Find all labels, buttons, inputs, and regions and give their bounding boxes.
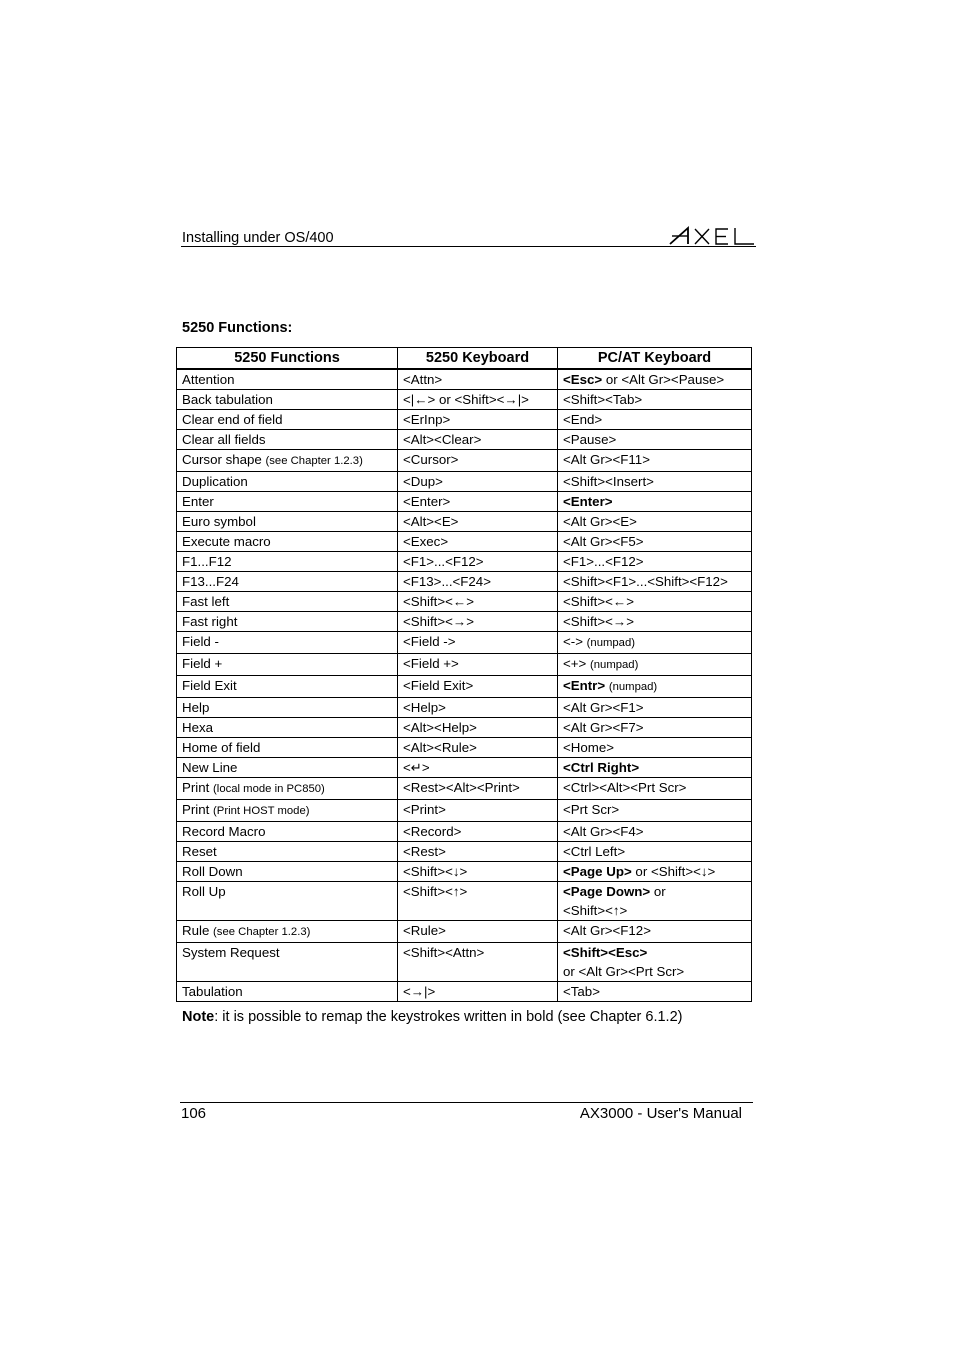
cell-5250-keyboard — [398, 800, 558, 822]
section-title: 5250 Functions: — [182, 320, 293, 336]
cell-text: <Shift><←> — [403, 594, 474, 609]
cell-text: <Rest><Alt><Print> — [403, 780, 520, 795]
cell-pcat-keyboard — [558, 800, 752, 822]
note-label: Note — [182, 1009, 215, 1025]
cell-text: <Shift><Tab> — [563, 392, 643, 407]
cell-5250-keyboard — [398, 430, 558, 450]
table-row — [177, 882, 752, 921]
table-row — [177, 676, 752, 698]
cell-5250-keyboard — [398, 572, 558, 592]
cell-pcat-keyboard — [558, 369, 752, 390]
cell-function — [177, 822, 398, 842]
cell-text: <Shift><Insert> — [563, 474, 654, 489]
cell-pcat-keyboard — [558, 862, 752, 882]
table-row — [177, 492, 752, 512]
cell-5250-keyboard — [398, 921, 558, 943]
cell-text: <|←> or <Shift><→|> — [403, 392, 529, 407]
table-row — [177, 430, 752, 450]
cell-text-note: (numpad) — [586, 637, 636, 649]
cell-text: Field + — [182, 656, 223, 671]
cell-function — [177, 592, 398, 612]
cell-text-note: (numpad) — [590, 659, 639, 671]
note-text: : it is possible to remap the keystrokes written in bold (see Chapter 6.1.2) — [214, 1009, 683, 1025]
cell-pcat-keyboard — [558, 612, 752, 632]
cell-5250-keyboard — [398, 410, 558, 430]
cell-text-bold: <Page Down> — [563, 884, 651, 899]
cell-pcat-keyboard — [558, 592, 752, 612]
cell-text: <-> — [563, 634, 587, 649]
cell-text: <Shift><↓> — [403, 864, 468, 879]
table-row — [177, 943, 752, 982]
table-row — [177, 532, 752, 552]
table-row — [177, 450, 752, 472]
cell-pcat-keyboard — [558, 572, 752, 592]
cell-text-bold: <Enter> — [563, 494, 613, 509]
cell-function — [177, 369, 398, 390]
cell-function — [177, 492, 398, 512]
table-body — [177, 369, 752, 1002]
cell-5250-keyboard — [398, 822, 558, 842]
cell-text-bold: <Entr> — [563, 678, 606, 693]
cell-text: Back tabulation — [182, 392, 273, 407]
cell-pcat-keyboard — [558, 654, 752, 676]
cell-function — [177, 552, 398, 572]
cell-text: <Rest> — [403, 844, 446, 859]
cell-function — [177, 862, 398, 882]
cell-text: F1...F12 — [182, 554, 232, 569]
cell-text: Hexa — [182, 720, 214, 735]
table-row — [177, 369, 752, 390]
cell-text: <Field -> — [403, 634, 456, 649]
cell-function — [177, 778, 398, 800]
cell-text: <Ctrl Left> — [563, 844, 626, 859]
cell-text: <Shift><→> — [563, 614, 634, 629]
cell-text: New Line — [182, 760, 238, 775]
cell-text: Execute macro — [182, 534, 271, 549]
cell-5250-keyboard — [398, 758, 558, 778]
cell-text-note: (see Chapter 1.2.3) — [213, 926, 311, 938]
cell-pcat-keyboard — [558, 758, 752, 778]
cell-text: <Shift><→> — [403, 614, 474, 629]
axel-logo — [668, 224, 756, 246]
cell-pcat-keyboard — [558, 632, 752, 654]
cell-text: Home of field — [182, 740, 261, 755]
column-header-functions: 5250 Functions — [177, 348, 398, 370]
cell-pcat-keyboard — [558, 718, 752, 738]
cell-function — [177, 800, 398, 822]
cell-text-note: (numpad) — [608, 681, 658, 693]
functions-table — [176, 347, 752, 1002]
cell-text: <Rule> — [403, 923, 446, 938]
cell-text: <Dup> — [403, 474, 443, 489]
cell-pcat-keyboard — [558, 982, 752, 1002]
cell-text: <F1>...<F12> — [563, 554, 644, 569]
cell-text: Print — [182, 802, 214, 817]
cell-function — [177, 882, 398, 921]
cell-text: Print — [182, 780, 214, 795]
cell-text: <Shift><Attn> — [403, 945, 485, 960]
cell-text: <Prt Scr> — [563, 802, 620, 817]
cell-text-bold: <Page Up> — [563, 864, 632, 879]
cell-function — [177, 698, 398, 718]
cell-text: <Pause> — [563, 432, 617, 447]
cell-pcat-keyboard — [558, 842, 752, 862]
cell-text: <Alt Gr><E> — [563, 514, 637, 529]
cell-text: <Alt Gr><F12> — [563, 923, 651, 938]
cell-5250-keyboard — [398, 862, 558, 882]
cell-text: <Alt Gr><F5> — [563, 534, 644, 549]
cell-text: <Field Exit> — [403, 678, 474, 693]
cell-text: <Shift><↑> — [403, 884, 468, 899]
cell-5250-keyboard — [398, 492, 558, 512]
cell-5250-keyboard — [398, 842, 558, 862]
cell-text: Tabulation — [182, 984, 243, 999]
cell-text: <Alt><E> — [403, 514, 459, 529]
table-row — [177, 552, 752, 572]
cell-text: <Shift><↑> — [563, 903, 628, 918]
cell-text: System Request — [182, 945, 280, 960]
cell-5250-keyboard — [398, 450, 558, 472]
cell-5250-keyboard — [398, 698, 558, 718]
cell-text: Fast right — [182, 614, 238, 629]
table-row — [177, 472, 752, 492]
cell-text: <Shift><←> — [563, 594, 634, 609]
cell-text: <Alt Gr><F4> — [563, 824, 644, 839]
cell-text: Field Exit — [182, 678, 237, 693]
cell-5250-keyboard — [398, 390, 558, 410]
table-row — [177, 800, 752, 822]
cell-5250-keyboard — [398, 738, 558, 758]
table-row — [177, 842, 752, 862]
cell-text: <Alt Gr><F1> — [563, 700, 644, 715]
cell-function — [177, 758, 398, 778]
table-row — [177, 512, 752, 532]
cell-function — [177, 632, 398, 654]
cell-function — [177, 430, 398, 450]
cell-text: Record Macro — [182, 824, 266, 839]
cell-text: <Ctrl><Alt><Prt Scr> — [563, 780, 687, 795]
cell-function — [177, 512, 398, 532]
cell-text: <ErInp> — [403, 412, 451, 427]
cell-text: <Attn> — [403, 372, 443, 387]
cell-pcat-keyboard — [558, 943, 752, 982]
table-row — [177, 612, 752, 632]
cell-text: Clear end of field — [182, 412, 283, 427]
cell-5250-keyboard — [398, 512, 558, 532]
cell-function — [177, 450, 398, 472]
cell-function — [177, 842, 398, 862]
cell-5250-keyboard — [398, 654, 558, 676]
table-row — [177, 410, 752, 430]
cell-text: Field - — [182, 634, 219, 649]
cell-pcat-keyboard — [558, 822, 752, 842]
cell-text: Roll Down — [182, 864, 243, 879]
cell-text: <Shift><F1>...<Shift><F12> — [563, 574, 728, 589]
table-row — [177, 862, 752, 882]
cell-text: <Enter> — [403, 494, 451, 509]
table-row — [177, 921, 752, 943]
cell-function — [177, 676, 398, 698]
cell-5250-keyboard — [398, 552, 558, 572]
cell-text: <F13>...<F24> — [403, 574, 491, 589]
cell-5250-keyboard — [398, 632, 558, 654]
cell-pcat-keyboard — [558, 778, 752, 800]
column-header-pcat-keyboard: PC/AT Keyboard — [558, 348, 752, 370]
cell-function — [177, 654, 398, 676]
table-header-row — [177, 348, 752, 370]
cell-function — [177, 943, 398, 982]
cell-text: or <Shift><↓> — [631, 864, 716, 879]
cell-function — [177, 718, 398, 738]
page-footer — [180, 1102, 753, 1129]
cell-text: <Exec> — [403, 534, 449, 549]
cell-text: <Field +> — [403, 656, 459, 671]
cell-text: or — [650, 884, 666, 899]
cell-text: Fast left — [182, 594, 230, 609]
cell-text: <Alt><Clear> — [403, 432, 482, 447]
table-row — [177, 982, 752, 1002]
cell-pcat-keyboard — [558, 410, 752, 430]
cell-text: <Print> — [403, 802, 446, 817]
cell-5250-keyboard — [398, 943, 558, 982]
cell-text-bold: <Esc> — [563, 372, 603, 387]
cell-pcat-keyboard — [558, 512, 752, 532]
cell-function — [177, 738, 398, 758]
cell-function — [177, 390, 398, 410]
note — [182, 1009, 682, 1025]
table-row — [177, 718, 752, 738]
cell-pcat-keyboard — [558, 921, 752, 943]
cell-text: Duplication — [182, 474, 248, 489]
table-row — [177, 698, 752, 718]
table-row — [177, 778, 752, 800]
cell-text-note: (see Chapter 1.2.3) — [265, 455, 363, 467]
cell-text: <Home> — [563, 740, 614, 755]
cell-5250-keyboard — [398, 369, 558, 390]
table-row — [177, 390, 752, 410]
cell-pcat-keyboard — [558, 390, 752, 410]
table-row — [177, 592, 752, 612]
cell-pcat-keyboard — [558, 430, 752, 450]
cell-text: Cursor shape — [182, 452, 266, 467]
cell-5250-keyboard — [398, 982, 558, 1002]
table-row — [177, 738, 752, 758]
cell-text: Enter — [182, 494, 214, 509]
page-number: 106 — [181, 1105, 207, 1122]
table-row — [177, 654, 752, 676]
cell-function — [177, 612, 398, 632]
cell-function — [177, 472, 398, 492]
cell-text: or <Alt Gr><Pause> — [602, 372, 725, 387]
cell-text: Reset — [182, 844, 217, 859]
cell-text: <+> — [563, 656, 590, 671]
cell-5250-keyboard — [398, 472, 558, 492]
cell-pcat-keyboard — [558, 738, 752, 758]
cell-pcat-keyboard — [558, 532, 752, 552]
cell-5250-keyboard — [398, 676, 558, 698]
cell-text: <Tab> — [563, 984, 600, 999]
manual-name: AX3000 - User's Manual — [579, 1105, 742, 1122]
cell-text: <Help> — [403, 700, 446, 715]
column-header-5250-keyboard: 5250 Keyboard — [398, 348, 558, 370]
cell-5250-keyboard — [398, 612, 558, 632]
cell-text: Euro symbol — [182, 514, 256, 529]
cell-5250-keyboard — [398, 592, 558, 612]
cell-text: <End> — [563, 412, 603, 427]
cell-pcat-keyboard — [558, 676, 752, 698]
cell-text: Clear all fields — [182, 432, 266, 447]
cell-text: <Alt Gr><F11> — [563, 452, 650, 467]
cell-function — [177, 572, 398, 592]
cell-function — [177, 982, 398, 1002]
cell-text-bold: <Shift><Esc> — [563, 945, 648, 960]
cell-pcat-keyboard — [558, 492, 752, 512]
cell-5250-keyboard — [398, 778, 558, 800]
cell-pcat-keyboard — [558, 698, 752, 718]
table-row — [177, 758, 752, 778]
cell-function — [177, 921, 398, 943]
page-header — [181, 222, 756, 247]
header-title: Installing under OS/400 — [182, 230, 334, 246]
cell-pcat-keyboard — [558, 472, 752, 492]
cell-5250-keyboard — [398, 718, 558, 738]
cell-text: <Alt Gr><F7> — [563, 720, 644, 735]
table-row — [177, 632, 752, 654]
cell-text: <Record> — [403, 824, 462, 839]
table-row — [177, 572, 752, 592]
cell-text-note: (Print HOST mode) — [213, 805, 310, 817]
cell-text-bold: <Ctrl Right> — [563, 760, 640, 775]
cell-function — [177, 410, 398, 430]
cell-text: Roll Up — [182, 884, 226, 899]
cell-text: or <Alt Gr><Prt Scr> — [563, 964, 685, 979]
cell-text-note: (local mode in PC850) — [213, 783, 325, 795]
table-row — [177, 822, 752, 842]
cell-text: <Alt><Rule> — [403, 740, 477, 755]
cell-text: <Alt><Help> — [403, 720, 477, 735]
cell-5250-keyboard — [398, 882, 558, 921]
cell-text: <→|> — [403, 984, 436, 999]
cell-pcat-keyboard — [558, 450, 752, 472]
cell-pcat-keyboard — [558, 882, 752, 921]
cell-function — [177, 532, 398, 552]
cell-text: <F1>...<F12> — [403, 554, 484, 569]
cell-5250-keyboard — [398, 532, 558, 552]
cell-text: F13...F24 — [182, 574, 239, 589]
cell-text: <Cursor> — [403, 452, 459, 467]
cell-pcat-keyboard — [558, 552, 752, 572]
cell-text: Rule — [182, 923, 214, 938]
cell-text: Attention — [182, 372, 235, 387]
cell-text: <↵> — [403, 760, 430, 775]
cell-text: Help — [182, 700, 210, 715]
